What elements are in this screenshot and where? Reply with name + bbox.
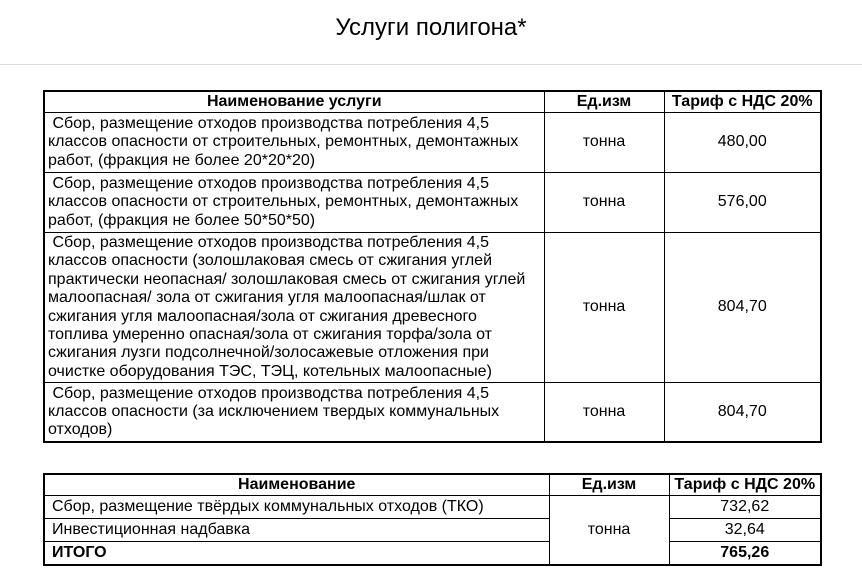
- service-name-cell: Сбор, размещение отходов производства потребления 4,5 классов опасности (за исключением твердых коммунальных отходов): [44, 383, 544, 443]
- unit-cell: тонна: [544, 173, 664, 233]
- tariff-cell: 732,62: [669, 496, 821, 519]
- total-value-cell: 765,26: [669, 542, 821, 566]
- total-row: [44, 542, 821, 566]
- polygon-services-table: [43, 90, 822, 443]
- table-row: [44, 496, 821, 519]
- service-name-cell: Сбор, размещение отходов производства потребления 4,5 классов опасности (золошлаковая смесь от сжигания углей практически неопасная/ золошлаковая смесь от сжигания углей малоопасная/ зола от сжигания угля малоопасная/шлак от сжигания угля малоопасная/зола от сжигания древесного топлива умеренно опасная/зола от сжигания торфа/зола от сжигания лузги подсолнечной/золосажевые отложения при очистке оборудования ТЭС, ТЭЦ, котельных малоопасные): [44, 233, 544, 383]
- unit-cell: тонна: [544, 233, 664, 383]
- tko-tariff-table: [43, 473, 822, 566]
- table-row: [44, 519, 821, 542]
- table-row: [44, 173, 821, 233]
- column-header-tariff: Тариф с НДС 20%: [669, 474, 821, 496]
- tariff-cell: 804,70: [664, 233, 821, 383]
- title-block: [0, 0, 862, 65]
- unit-cell: тонна: [544, 383, 664, 443]
- column-header-tariff: Тариф с НДС 20%: [664, 91, 821, 113]
- service-name-cell: Инвестиционная надбавка: [44, 519, 549, 542]
- service-name-cell: Сбор, размещение твёрдых коммунальных отходов (ТКО): [44, 496, 549, 519]
- table-row: [44, 113, 821, 173]
- page-title: Услуги полигона*: [335, 14, 527, 41]
- column-header-unit: Ед.изм: [544, 91, 664, 113]
- table1-header-row: [44, 91, 821, 113]
- tariff-cell: 804,70: [664, 383, 821, 443]
- table-row: [44, 383, 821, 443]
- service-name-cell: Сбор, размещение отходов производства потребления 4,5 классов опасности от строительных, ремонтных, демонтажных работ, (фракция не более 20*20*20): [44, 113, 544, 173]
- total-label-cell: ИТОГО: [44, 542, 549, 566]
- table2-header-row: [44, 474, 821, 496]
- service-name-cell: Сбор, размещение отходов производства потребления 4,5 классов опасности от строительных, ремонтных, демонтажных работ, (фракция не более 50*50*50): [44, 173, 544, 233]
- table-row: [44, 233, 821, 383]
- tariff-cell: 576,00: [664, 173, 821, 233]
- column-header-name: Наименование: [44, 474, 549, 496]
- column-header-unit: Ед.изм: [549, 474, 669, 496]
- tariff-cell: 480,00: [664, 113, 821, 173]
- merged-unit-cell: тонна: [549, 496, 669, 566]
- unit-cell: тонна: [544, 113, 664, 173]
- tariff-cell: 32,64: [669, 519, 821, 542]
- column-header-service-name: Наименование услуги: [44, 91, 544, 113]
